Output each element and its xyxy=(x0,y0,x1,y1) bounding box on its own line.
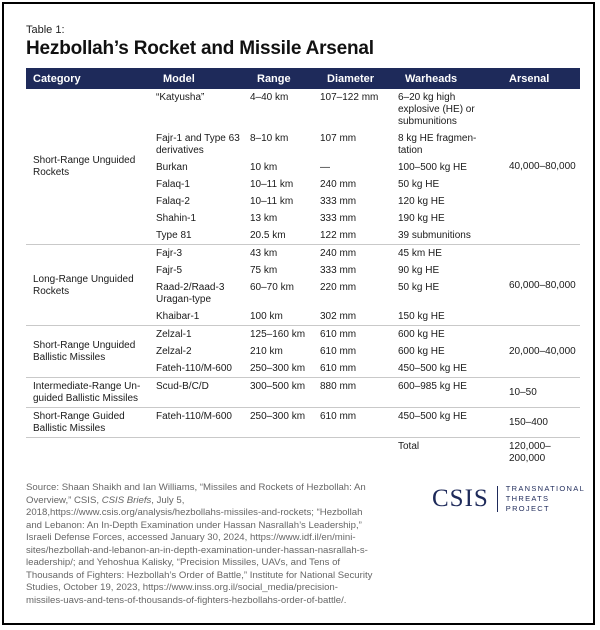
model-cell: Shahin-1 xyxy=(156,213,197,224)
table-header-row xyxy=(26,68,580,89)
model-cell: Scud-B/C/D xyxy=(156,378,250,408)
range-cell: 250–300 km xyxy=(250,360,320,378)
csis-logo xyxy=(432,484,593,514)
empty-cell xyxy=(320,438,398,468)
category-cell: Short-Range Guided Ballistic Missiles xyxy=(26,408,156,438)
diameter-cell: 240 mm xyxy=(320,248,357,259)
total-value: 120,000–200,000 xyxy=(509,441,551,464)
header-model: Model xyxy=(156,68,250,89)
range-cell: 20.5 km xyxy=(250,227,320,245)
range-cell: 43 km xyxy=(250,248,278,259)
logo-wordmark: CSIS xyxy=(432,485,489,512)
warheads-cell: 450–500 kg HE xyxy=(398,408,502,438)
diameter-cell: 333 mm xyxy=(320,265,357,276)
header-arsenal: Arsenal xyxy=(502,68,580,89)
range-cell: 8–10 km xyxy=(250,133,289,144)
category-cell: Short-Range Unguided Rockets xyxy=(26,89,156,245)
range-cell: 10 km xyxy=(250,162,278,173)
table-row xyxy=(26,245,580,263)
diameter-cell: 107–122 mm xyxy=(320,92,379,103)
range-cell: 10–11 km xyxy=(250,179,294,190)
header-warheads: Warheads xyxy=(398,68,502,89)
arsenal-cell: 40,000–80,000 xyxy=(502,89,580,245)
warheads-cell: 150 kg HE xyxy=(398,308,502,326)
diameter-cell: 333 mm xyxy=(320,213,357,224)
warheads-cell: 600–985 kg HE xyxy=(398,378,502,408)
total-row xyxy=(26,438,580,468)
arsenal-table xyxy=(26,68,580,467)
source-note xyxy=(26,482,374,607)
warheads-cell: 190 kg HE xyxy=(398,213,445,224)
model-cell: Khaibar-1 xyxy=(156,308,250,326)
warheads-cell: 120 kg HE xyxy=(398,196,445,207)
range-cell: 125–160 km xyxy=(250,329,306,340)
table-body xyxy=(26,89,580,467)
total-label: Total xyxy=(398,441,420,452)
header-range: Range xyxy=(250,68,320,89)
range-cell: 75 km xyxy=(250,265,278,276)
model-cell: “Katyusha” xyxy=(156,92,205,103)
source-prefix: Source: Shaan Shaikh and Ian Williams, “Missiles and Rockets of Hezbollah: An Overview,” CSIS, xyxy=(26,482,366,506)
diameter-cell: 610 mm xyxy=(320,360,398,378)
source-italic: CSIS Briefs xyxy=(101,494,152,506)
range-cell: 13 km xyxy=(250,213,278,224)
model-cell: Fajr-5 xyxy=(156,265,183,276)
model-cell: Raad-2/Raad-3 Uragan-type xyxy=(156,282,225,305)
warheads-cell: 8 kg HE fragmen-tation xyxy=(398,133,477,156)
range-cell: 210 km xyxy=(250,346,283,357)
empty-cell xyxy=(250,438,320,468)
diameter-cell: — xyxy=(320,162,330,173)
header-category: Category xyxy=(26,68,156,89)
warheads-cell: 100–500 kg HE xyxy=(398,162,467,173)
range-cell: 4–40 km xyxy=(250,92,289,103)
range-cell: 10–11 km xyxy=(250,196,294,207)
diameter-cell: 240 mm xyxy=(320,179,357,190)
arsenal-cell: 10–50 xyxy=(502,378,580,408)
warheads-cell: 45 km HE xyxy=(398,248,442,259)
warheads-cell: 50 kg HE xyxy=(398,179,440,190)
source-rest: , July 5, 2018,https://www.csis.org/analysis/hezbollahs-missiles-and-rockets; “Hezbollah and Lebanon: An In-Depth Examination under Hassan Nasrallah’s Leadership,” Israeli Defense Forces, accessed January 30, 2024, https://www.idf.il/en/mini-sites/hezbollah-and-lebanon-an-in-depth-examination-under-hassan-nasrallah-s-leadership/; and Yehoshua Kalisky, “Precision Missiles, UAVs, and Tens of Thousands of Fighters: Hezbollah’s Order of Battle,” Institute for National Security Studies, October 19, 2023, https://www.inss.org.il/social_media/precision-missiles-uavs-and-tens-of-thousands-of-fighters-hezbollahs-order-of-battle/. xyxy=(26,494,373,606)
range-cell: 100 km xyxy=(250,308,320,326)
logo-project xyxy=(506,484,593,514)
diameter-cell: 610 mm xyxy=(320,346,357,357)
model-cell: Type 81 xyxy=(156,227,250,245)
diameter-cell: 610 mm xyxy=(320,329,357,340)
model-cell: Zelzal-1 xyxy=(156,329,192,340)
diameter-cell: 122 mm xyxy=(320,227,398,245)
empty-cell xyxy=(156,438,250,468)
model-cell: Falaq-2 xyxy=(156,196,190,207)
table-row xyxy=(26,408,580,438)
range-cell: 250–300 km xyxy=(250,408,320,438)
header-diameter: Diameter xyxy=(320,68,398,89)
arsenal-cell: 150–400 xyxy=(502,408,580,438)
warheads-cell: 39 submunitions xyxy=(398,227,502,245)
page-title: Hezbollah’s Rocket and Missile Arsenal xyxy=(26,38,374,59)
table-row xyxy=(26,89,580,130)
warheads-cell: 6–20 kg high explosive (HE) or submunitions xyxy=(398,92,475,127)
table-label: Table 1: xyxy=(26,24,65,36)
logo-divider xyxy=(497,486,498,512)
diameter-cell: 610 mm xyxy=(320,408,398,438)
model-cell: Burkan xyxy=(156,162,188,173)
diameter-cell: 333 mm xyxy=(320,196,357,207)
range-cell: 60–70 km xyxy=(250,282,294,293)
model-cell: Fajr-1 and Type 63 derivatives xyxy=(156,133,240,156)
logo-project-line2: THREATS PROJECT xyxy=(505,494,550,513)
range-cell: 300–500 km xyxy=(250,378,320,408)
diameter-cell: 107 mm xyxy=(320,133,357,144)
diameter-cell: 880 mm xyxy=(320,378,398,408)
category-cell: Long-Range Unguided Rockets xyxy=(26,245,156,326)
model-cell: Fateh-110/M-600 xyxy=(156,360,250,378)
diameter-cell: 220 mm xyxy=(320,282,357,293)
arsenal-cell: 20,000–40,000 xyxy=(502,326,580,378)
empty-cell xyxy=(26,438,156,468)
category-cell: Short-Range Unguided Ballistic Missiles xyxy=(26,326,156,378)
table-row xyxy=(26,378,580,408)
warheads-cell: 600 kg HE xyxy=(398,329,445,340)
page-frame xyxy=(2,2,595,625)
warheads-cell: 50 kg HE xyxy=(398,282,440,293)
warheads-cell: 90 kg HE xyxy=(398,265,440,276)
model-cell: Fajr-3 xyxy=(156,248,183,259)
warheads-cell: 600 kg HE xyxy=(398,346,445,357)
category-cell: Intermediate-Range Un-guided Ballistic Missiles xyxy=(26,378,156,408)
arsenal-cell: 60,000–80,000 xyxy=(502,245,580,326)
logo-project-line1: TRANSNATIONAL xyxy=(505,484,586,493)
diameter-cell: 302 mm xyxy=(320,308,398,326)
table-row xyxy=(26,326,580,344)
model-cell: Fateh-110/M-600 xyxy=(156,408,250,438)
model-cell: Falaq-1 xyxy=(156,179,190,190)
model-cell: Zelzal-2 xyxy=(156,346,192,357)
warheads-cell: 450–500 kg HE xyxy=(398,360,502,378)
